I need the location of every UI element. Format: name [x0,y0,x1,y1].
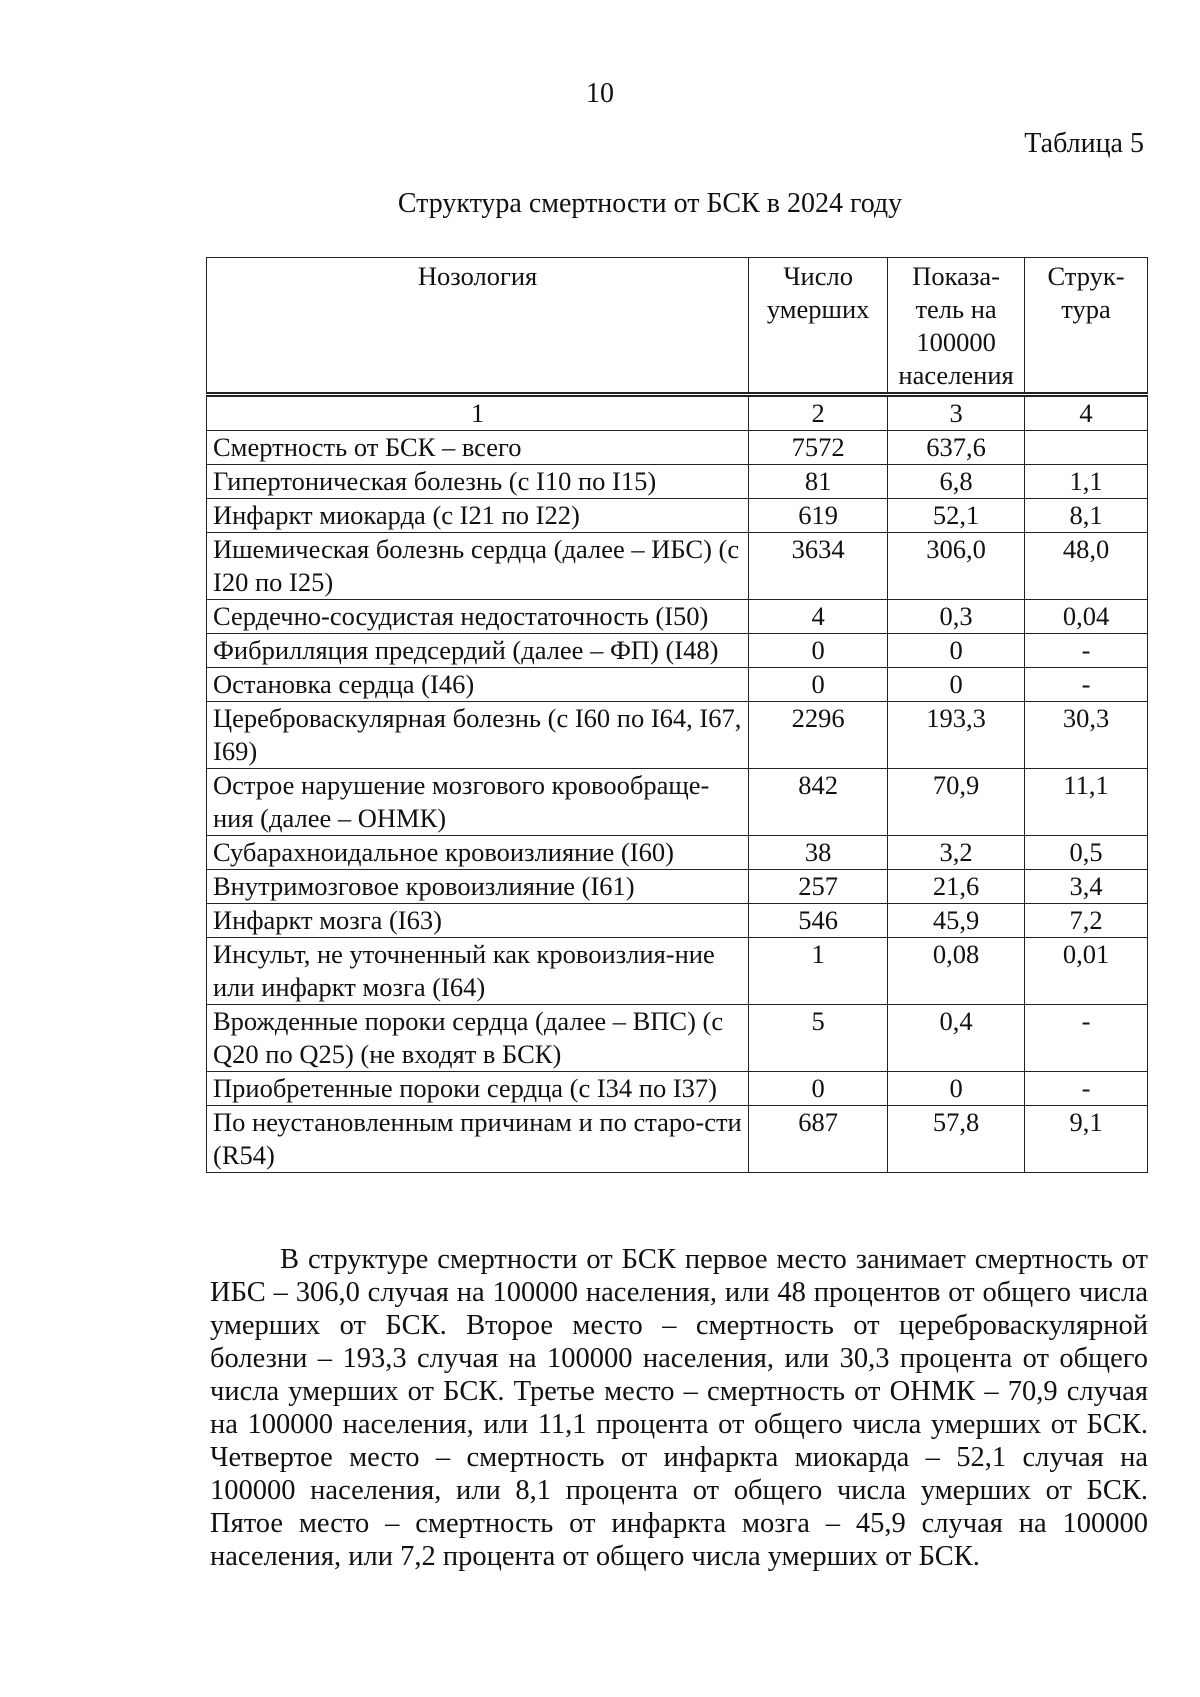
rate-cell: 57,8 [888,1106,1025,1173]
deaths-cell: 7572 [749,431,888,465]
nosology-cell: Гипертоническая болезнь (с I10 по I15) [207,465,749,499]
table-row [207,533,1148,600]
rate-cell: 0 [888,668,1025,702]
nosology-cell: Инсульт, не уточненный как кровоизлия-ние или инфаркт мозга (I64) [207,938,749,1005]
header-rate: Показа-тель на 100000 населения [888,258,1025,395]
table-row [207,1072,1148,1106]
nosology-cell: Субарахноидальное кровоизлияние (I60) [207,836,749,870]
rate-cell: 0,08 [888,938,1025,1005]
deaths-cell: 3634 [749,533,888,600]
column-number-row [207,395,1148,431]
structure-cell: 0,04 [1025,600,1148,634]
nosology-cell: Инфаркт мозга (I63) [207,904,749,938]
rate-cell: 193,3 [888,702,1025,769]
deaths-cell: 5 [749,1005,888,1072]
structure-cell: - [1025,1005,1148,1072]
structure-cell: 8,1 [1025,499,1148,533]
deaths-cell: 0 [749,668,888,702]
structure-cell: 11,1 [1025,769,1148,836]
deaths-cell: 2296 [749,702,888,769]
table-row [207,499,1148,533]
column-number: 2 [749,395,888,431]
table-row [207,465,1148,499]
deaths-cell: 38 [749,836,888,870]
deaths-cell: 1 [749,938,888,1005]
page-number: 10 [586,78,614,109]
table-row [207,904,1148,938]
structure-cell: 1,1 [1025,465,1148,499]
table-label: Таблица 5 [1024,128,1144,159]
structure-cell: - [1025,668,1148,702]
structure-cell: 3,4 [1025,870,1148,904]
table-row [207,600,1148,634]
nosology-cell: Внутримозговое кровоизлияние (I61) [207,870,749,904]
rate-cell: 0,4 [888,1005,1025,1072]
structure-cell [1025,431,1148,465]
nosology-cell: Смертность от БСК – всего [207,431,749,465]
rate-cell: 0 [888,634,1025,668]
nosology-cell: Сердечно-сосудистая недостаточность (I50) [207,600,749,634]
nosology-cell: Приобретенные пороки сердца (с I34 по I37) [207,1072,749,1106]
rate-cell: 3,2 [888,836,1025,870]
structure-cell: - [1025,1072,1148,1106]
table-row [207,1106,1148,1173]
nosology-cell: Острое нарушение мозгового кровообраще-ния (далее – ОНМК) [207,769,749,836]
column-number: 3 [888,395,1025,431]
header-structure: Струк-тура [1025,258,1148,395]
nosology-cell: Врожденные пороки сердца (далее – ВПС) (с Q20 по Q25) (не входят в БСК) [207,1005,749,1072]
structure-cell: 0,01 [1025,938,1148,1005]
nosology-cell: Фибрилляция предсердий (далее – ФП) (I48) [207,634,749,668]
deaths-cell: 4 [749,600,888,634]
deaths-cell: 546 [749,904,888,938]
table-row [207,431,1148,465]
table-row [207,870,1148,904]
deaths-cell: 81 [749,465,888,499]
rate-cell: 306,0 [888,533,1025,600]
table-header-row [207,258,1148,395]
structure-cell: 48,0 [1025,533,1148,600]
table-row [207,668,1148,702]
rate-cell: 52,1 [888,499,1025,533]
structure-cell: 7,2 [1025,904,1148,938]
deaths-cell: 842 [749,769,888,836]
column-number: 1 [207,395,749,431]
table-body [207,395,1148,1173]
rate-cell: 637,6 [888,431,1025,465]
rate-cell: 21,6 [888,870,1025,904]
rate-cell: 45,9 [888,904,1025,938]
body-paragraph: В структуре смертности от БСК первое место занимает смертность от ИБС – 306,0 случая на 100000 населения, или 48 процентов от общего числа умерших от БСК. Второе место – смертность от цереброваскулярной болезни – 193,3 случая на 100000 населения, или 30,3 процента от общего числа умерших от БСК. Третье место – смертность от ОНМК – 70,9 случая на 100000 населения, или 11,1 процента от общего числа умерших от БСК. Четвертое место – смертность от инфаркта миокарда – 52,1 случая на 100000 населения, или 8,1 процента от общего числа умерших от БСК. Пятое место – смертность от инфаркта мозга – 45,9 случая на 100000 населения, или 7,2 процента от общего числа умерших от БСК. [210,1244,1148,1572]
table-row [207,634,1148,668]
nosology-cell: Цереброваскулярная болезнь (с I60 по I64, I67, I69) [207,702,749,769]
table-row [207,702,1148,769]
table-row [207,938,1148,1005]
column-number: 4 [1025,395,1148,431]
structure-cell: 30,3 [1025,702,1148,769]
rate-cell: 70,9 [888,769,1025,836]
deaths-cell: 0 [749,634,888,668]
mortality-structure-table [206,257,1148,1173]
deaths-cell: 619 [749,499,888,533]
structure-cell: 0,5 [1025,836,1148,870]
deaths-cell: 257 [749,870,888,904]
structure-cell: - [1025,634,1148,668]
rate-cell: 6,8 [888,465,1025,499]
rate-cell: 0,3 [888,600,1025,634]
deaths-cell: 0 [749,1072,888,1106]
header-deaths: Число умерших [749,258,888,395]
table-row [207,769,1148,836]
header-nosology: Нозология [207,258,749,395]
table-row [207,836,1148,870]
nosology-cell: Остановка сердца (I46) [207,668,749,702]
rate-cell: 0 [888,1072,1025,1106]
table-caption: Структура смертности от БСК в 2024 году [397,188,903,219]
deaths-cell: 687 [749,1106,888,1173]
structure-cell: 9,1 [1025,1106,1148,1173]
nosology-cell: Ишемическая болезнь сердца (далее – ИБС) (с I20 по I25) [207,533,749,600]
table-row [207,1005,1148,1072]
nosology-cell: Инфаркт миокарда (с I21 по I22) [207,499,749,533]
nosology-cell: По неустановленным причинам и по старо-сти (R54) [207,1106,749,1173]
